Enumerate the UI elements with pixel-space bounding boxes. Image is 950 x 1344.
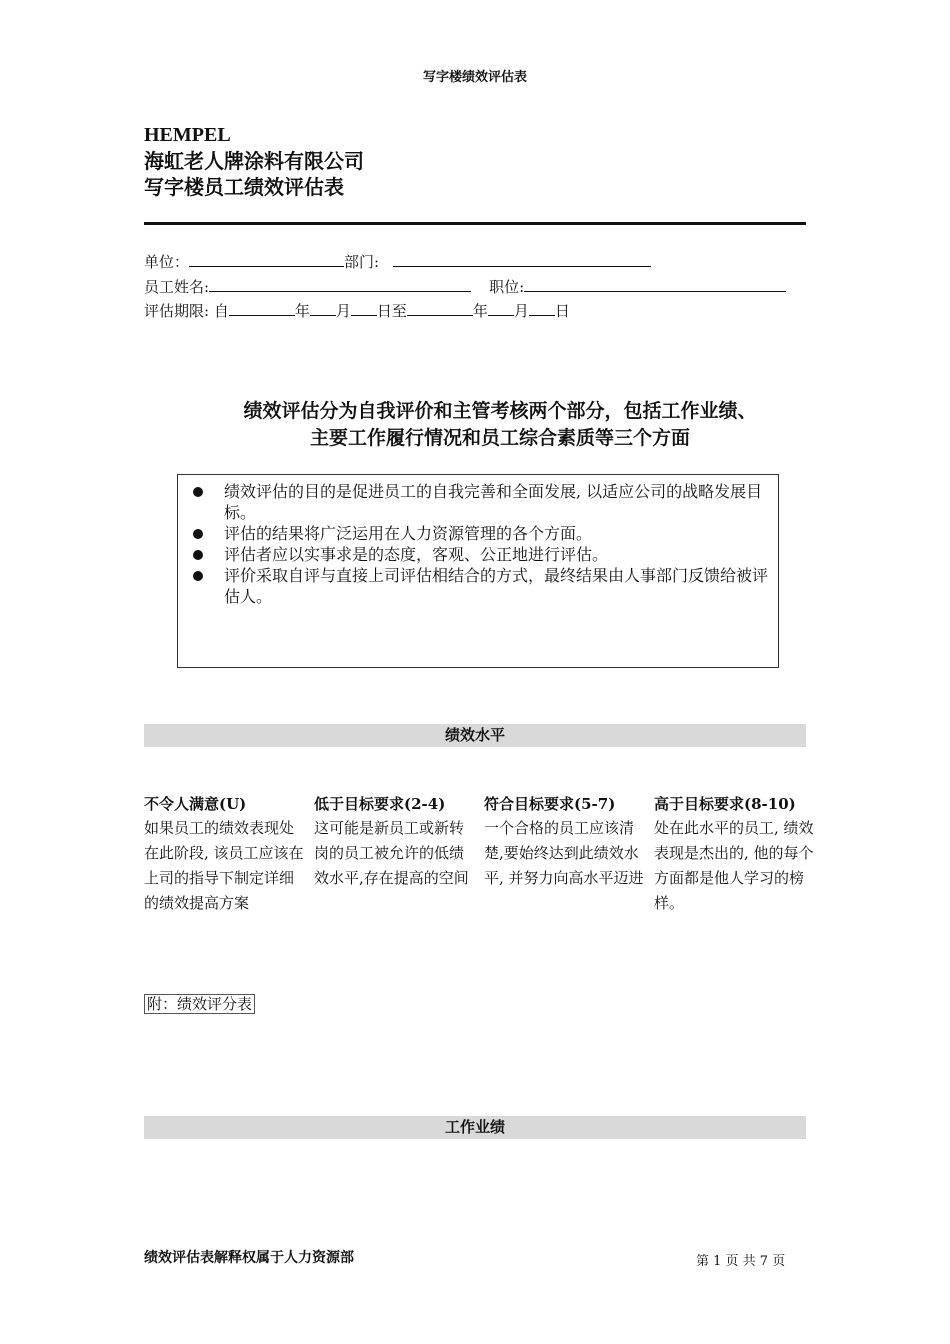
- attachment-link[interactable]: 附：绩效评分表: [144, 994, 255, 1014]
- level-description: 如果员工的绩效表现处在此阶段, 该员工应该在上司的指导下制定详细的绩效提高方案: [144, 819, 304, 912]
- headline-line-2: 主要工作履行情况和员工综合素质等三个方面: [309, 427, 690, 449]
- brand-name: HEMPEL: [144, 124, 231, 146]
- period-label: 评估期限: 自: [144, 302, 229, 320]
- period-start-year-field[interactable]: [229, 301, 295, 316]
- bullet-icon: [193, 571, 203, 581]
- year-label: 年: [294, 302, 310, 320]
- footer-note: 绩效评估表解释权属于人力资源部: [144, 1250, 354, 1266]
- evaluation-headline: [150, 398, 850, 452]
- position-label: 职位:: [489, 278, 525, 296]
- position-field[interactable]: [524, 277, 786, 292]
- level-below-target: [314, 794, 474, 891]
- level-description: 处在此水平的员工, 绩效表现是杰出的, 他的每个方面都是他人学习的榜样。: [654, 819, 814, 912]
- level-meets-target: [484, 794, 644, 891]
- level-above-target: [654, 794, 814, 916]
- company-block: [144, 122, 364, 200]
- headline-line-1: 绩效评估分为自我评价和主管考核两个部分，包括工作业绩、: [243, 400, 757, 422]
- bullet-icon: [193, 550, 203, 560]
- level-description: 一个合格的员工应该清楚,要始终达到此绩效水平, 并努力向高水平迈进: [484, 819, 644, 887]
- day-to-label: 日至: [376, 302, 407, 320]
- period-end-month-field[interactable]: [488, 301, 514, 316]
- field-row-unit: [144, 252, 651, 272]
- header-divider: [144, 222, 806, 225]
- work-results-band: 工作业绩: [144, 1116, 806, 1139]
- notes-box: [177, 474, 779, 668]
- level-heading: 低于目标要求(2-4): [314, 795, 446, 813]
- day-label: 日: [554, 302, 570, 320]
- unit-label: 单位：: [144, 253, 190, 271]
- level-heading: 不令人满意(U): [144, 795, 247, 813]
- dept-field[interactable]: [393, 252, 651, 267]
- month-label: 月: [335, 302, 351, 320]
- employee-name-field[interactable]: [209, 277, 471, 292]
- note-item: 评估的结果将广泛运用在人力资源管理的各个方面。: [188, 523, 768, 544]
- page-header-title: 写字楼绩效评估表: [422, 70, 527, 85]
- period-start-month-field[interactable]: [310, 301, 336, 316]
- note-item: 评价采取自评与直接上司评估相结合的方式，最终结果由人事部门反馈给被评估人。: [188, 565, 768, 607]
- bullet-icon: [193, 487, 203, 497]
- employee-name-label: 员工姓名:: [144, 278, 210, 296]
- period-start-day-field[interactable]: [351, 301, 377, 316]
- field-row-period: [144, 301, 570, 321]
- field-row-name: [144, 277, 786, 297]
- month-label: 月: [513, 302, 529, 320]
- page-number: 第 1 页 共 7 页: [696, 1254, 786, 1269]
- form-title: 写字楼员工绩效评估表: [144, 175, 344, 199]
- level-description: 这可能是新员工或新转岗的员工被允许的低绩效水平,存在提高的空间: [314, 819, 469, 887]
- level-unsatisfactory: [144, 794, 304, 916]
- note-item: 绩效评估的目的是促进员工的自我完善和全面发展, 以适应公司的战略发展目标。: [188, 481, 768, 523]
- bullet-icon: [193, 529, 203, 539]
- performance-level-band: 绩效水平: [144, 724, 806, 747]
- level-heading: 符合目标要求(5-7): [484, 795, 616, 813]
- dept-label: 部门:: [344, 253, 380, 271]
- level-heading: 高于目标要求(8-10): [654, 795, 796, 813]
- company-name: 海虹老人牌涂料有限公司: [144, 149, 364, 173]
- unit-field[interactable]: [189, 252, 344, 267]
- period-end-day-field[interactable]: [529, 301, 555, 316]
- note-item: 评估者应以实事求是的态度，客观、公正地进行评估。: [188, 544, 768, 565]
- year-label: 年: [472, 302, 488, 320]
- period-end-year-field[interactable]: [407, 301, 473, 316]
